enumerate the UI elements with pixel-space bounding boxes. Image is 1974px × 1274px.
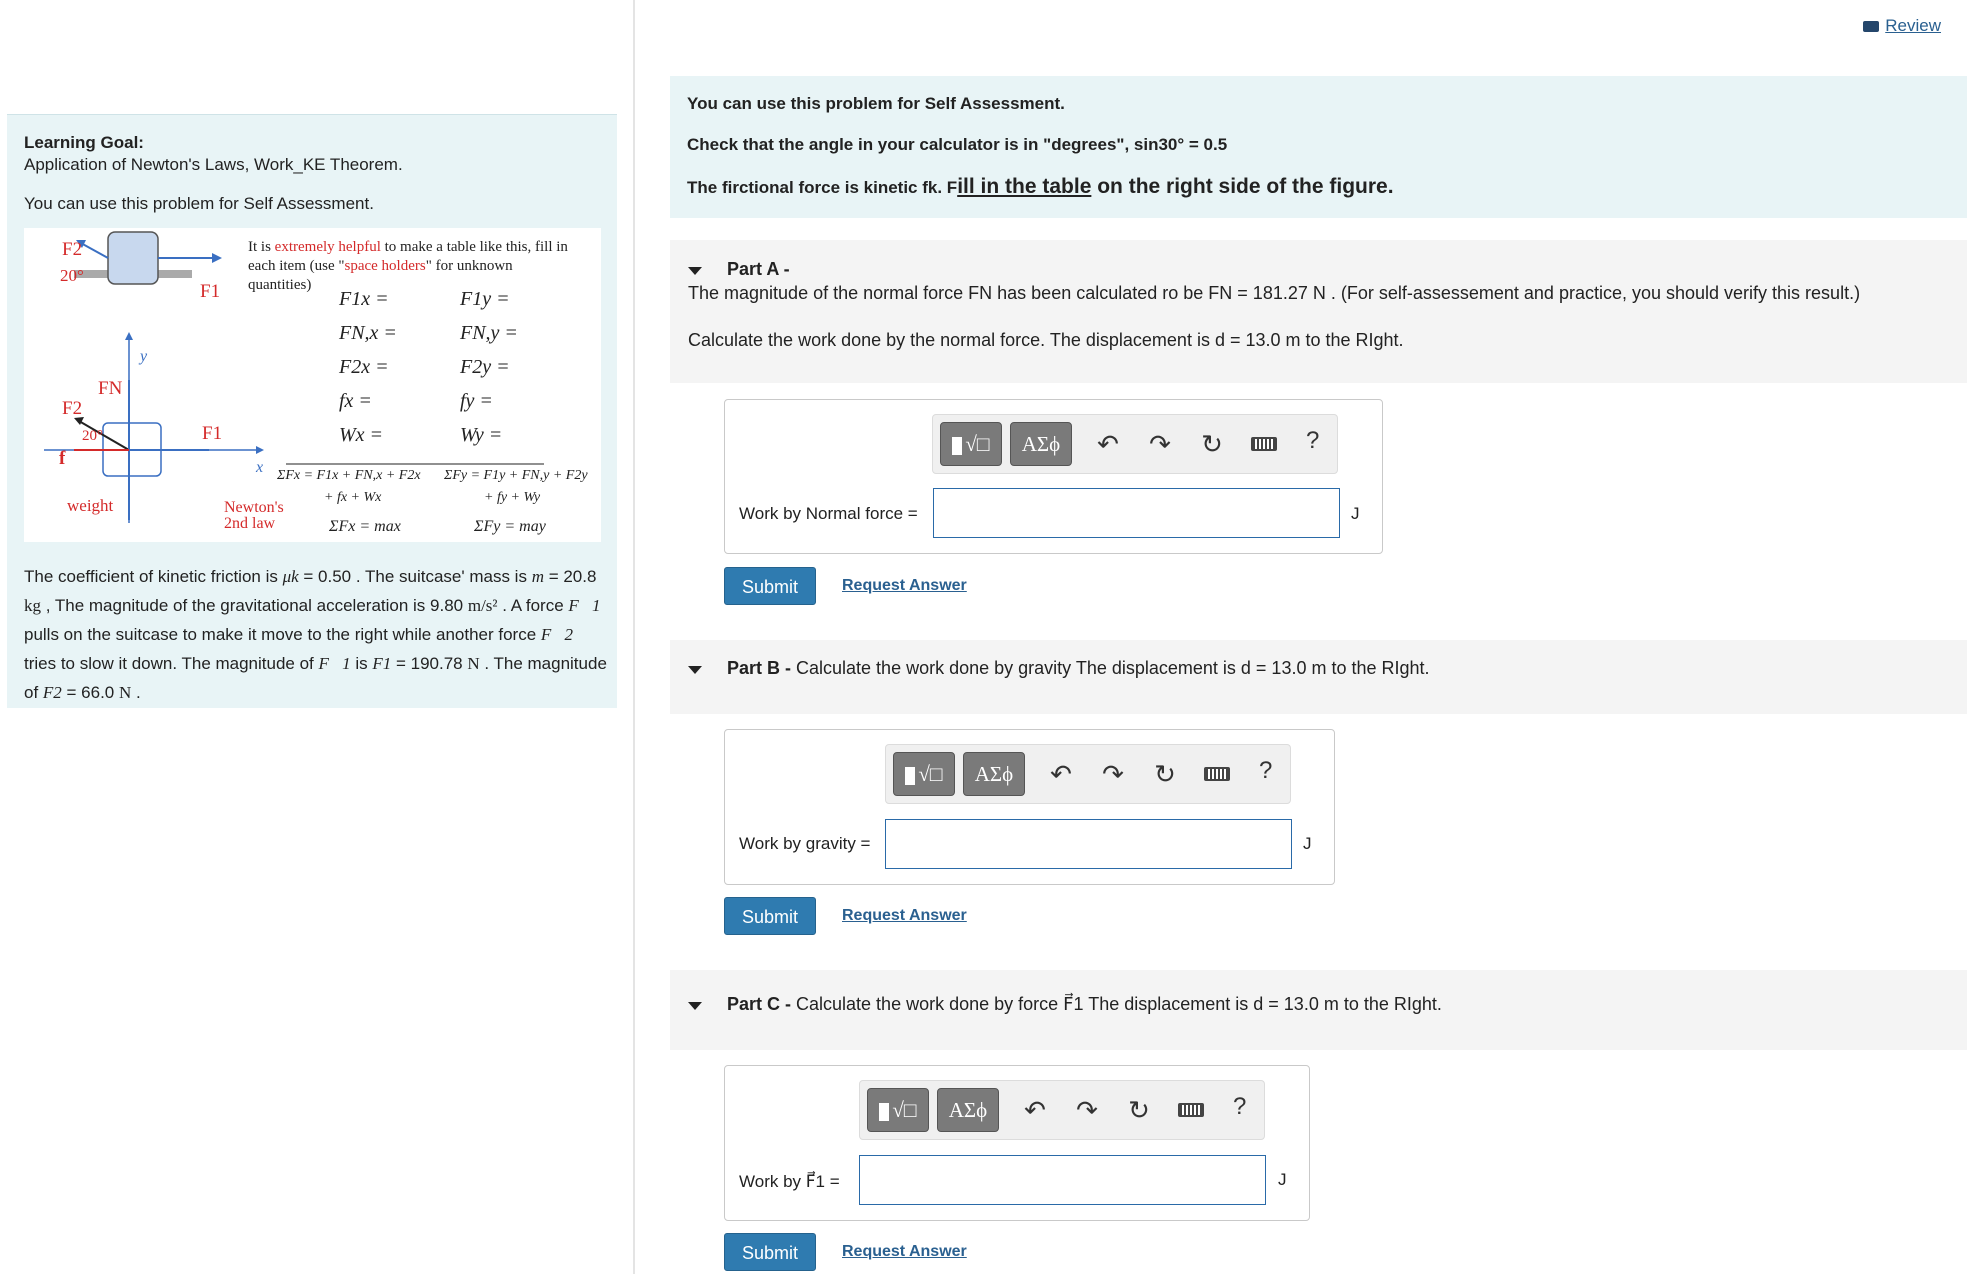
row-f1x: F1x =: [339, 288, 389, 310]
part-a-text2: Calculate the work done by the normal force. The displacement is d = 13.0 m to the RIght.: [688, 330, 1404, 350]
undo-icon[interactable]: ↶: [1050, 759, 1072, 789]
learning-goal-title: Learning Goal:: [24, 133, 144, 152]
row-fy: fy =: [460, 390, 493, 412]
sum-y-line2: + fy + Wy: [484, 490, 541, 505]
part-b-title: Part B - Calculate the work done by gravity The displacement is d = 13.0 m to the RIght.: [727, 658, 1430, 678]
part-b-unit: J: [1303, 834, 1312, 853]
label-angle-top: 20°: [60, 266, 84, 285]
instructions-line3: The firctional force is kinetic fk. Fill in the table on the right side of the figure.: [687, 175, 1394, 198]
row-f2x: F2x =: [339, 356, 389, 378]
keyboard-icon[interactable]: [1178, 1103, 1204, 1117]
undo-icon[interactable]: ↶: [1097, 429, 1119, 459]
instructions-line2: Check that the angle in your calculator is in "degrees", sin30° = 0.5: [687, 135, 1228, 154]
part-c-submit-button[interactable]: Submit: [724, 1233, 816, 1271]
ma-y: ΣFy = may: [474, 518, 546, 535]
figure-note: It is extremely helpful to make a table like this, fill in each item (use "space holders" for unknown quantities): [248, 239, 568, 293]
free-body-figure: [24, 228, 601, 542]
part-b-header: [670, 640, 1967, 714]
problem-description: The coefficient of kinetic friction is μk = 0.50 . The suitcase' mass is m = 20.8 kg , The magnitude of the gravitational acceleration is 9.80 m/s² . A force F⃗1 pulls on the suitcase to make it move to the right while another force F⃗2 tries to slow it down. The magnitude of F⃗1 is F1 = 190.78 N . The magnitude of F2 = 66.0 N .: [24, 567, 607, 702]
help-button[interactable]: ?: [1233, 1093, 1247, 1120]
learning-goal-text: Application of Newton's Laws, Work_KE Theorem.: [24, 155, 403, 174]
part-c-title: Part C - Calculate the work done by force F⃗1 The displacement is d = 13.0 m to the RIght.: [727, 994, 1442, 1014]
part-b-toolbar: [885, 744, 1291, 804]
part-a-title: Part A -: [727, 259, 790, 279]
label-f1-fbd: F1: [202, 423, 223, 444]
undo-icon[interactable]: ↶: [1024, 1095, 1046, 1125]
row-fnx: FN,x =: [339, 322, 397, 344]
row-f2y: F2y =: [460, 356, 510, 378]
panel-divider: [633, 0, 635, 1274]
label-angle-fbd: 20°: [82, 428, 103, 444]
part-b-request-answer-link[interactable]: Request Answer: [842, 907, 967, 924]
keyboard-icon[interactable]: [1251, 437, 1277, 451]
part-a-answer-label: Work by Normal force =: [739, 504, 918, 523]
collapse-part-a-icon[interactable]: [688, 267, 702, 275]
ma-x: ΣFx = max: [329, 518, 401, 535]
greek-symbols-button[interactable]: ΑΣϕ: [937, 1088, 999, 1132]
row-f1y: F1y =: [460, 288, 510, 310]
templates-icon[interactable]: √□: [940, 422, 1002, 466]
keyboard-icon[interactable]: [1204, 767, 1230, 781]
label-y-axis: y: [140, 348, 148, 365]
part-a-answer-input[interactable]: [933, 488, 1340, 538]
part-a-unit: J: [1351, 504, 1360, 523]
suitcase-top: [108, 232, 158, 284]
greek-symbols-button[interactable]: ΑΣϕ: [1010, 422, 1072, 466]
part-b-answer-box: [724, 729, 1335, 885]
self-assessment-note: You can use this problem for Self Assessment.: [24, 194, 374, 213]
label-f2-top: F2: [62, 239, 83, 260]
part-a-request-answer-link[interactable]: Request Answer: [842, 577, 967, 594]
review-label: Review: [1885, 16, 1941, 35]
label-fn: FN: [98, 378, 123, 399]
part-a-submit-button[interactable]: Submit: [724, 567, 816, 605]
part-c-request-answer-link[interactable]: Request Answer: [842, 1243, 967, 1260]
part-a-answer-box: [724, 399, 1383, 554]
sum-x-line2: + fx + Wx: [324, 490, 382, 505]
part-c-answer-input[interactable]: [859, 1155, 1266, 1205]
book-icon: [1863, 21, 1879, 32]
reset-icon[interactable]: ↻: [1128, 1095, 1150, 1125]
collapse-part-c-icon[interactable]: [688, 1002, 702, 1010]
instructions-box: [670, 76, 1967, 218]
label-weight: weight: [67, 496, 114, 515]
reset-icon[interactable]: ↻: [1201, 429, 1223, 459]
row-wx: Wx =: [339, 424, 384, 446]
row-fx: fx =: [339, 390, 372, 412]
learning-goal-panel: [7, 114, 617, 708]
part-c-header: [670, 970, 1967, 1050]
part-c-toolbar: [859, 1080, 1265, 1140]
label-f2-fbd: F2: [62, 398, 83, 419]
part-b-answer-input[interactable]: [885, 819, 1292, 869]
instructions-line1: You can use this problem for Self Assessment.: [687, 94, 1065, 113]
redo-icon[interactable]: ↷: [1076, 1095, 1098, 1125]
part-a-header: [670, 240, 1967, 383]
label-friction: f: [59, 448, 66, 469]
sum-y-line1: ΣFy = F1y + FN,y + F2y: [444, 468, 588, 483]
part-a-toolbar: [932, 414, 1338, 474]
label-x-axis: x: [256, 459, 264, 476]
redo-icon[interactable]: ↷: [1102, 759, 1124, 789]
newton-label: Newton's 2nd law: [224, 499, 284, 532]
row-fny: FN,y =: [460, 322, 518, 344]
sum-x-line1: ΣFx = F1x + FN,x + F2x: [277, 468, 421, 483]
part-c-unit: J: [1278, 1170, 1287, 1189]
templates-icon[interactable]: √□: [893, 752, 955, 796]
part-b-answer-label: Work by gravity =: [739, 834, 871, 853]
part-c-answer-label: Work by F⃗1 =: [739, 1172, 840, 1191]
part-b-submit-button[interactable]: Submit: [724, 897, 816, 935]
redo-icon[interactable]: ↷: [1149, 429, 1171, 459]
part-a-text1: The magnitude of the normal force FN has been calculated ro be FN = 181.27 N . (For self-assessement and practice, you should verify this result.): [688, 283, 1861, 303]
greek-symbols-button[interactable]: ΑΣϕ: [963, 752, 1025, 796]
part-c-answer-box: [724, 1065, 1310, 1221]
templates-icon[interactable]: √□: [867, 1088, 929, 1132]
collapse-part-b-icon[interactable]: [688, 666, 702, 674]
reset-icon[interactable]: ↻: [1154, 759, 1176, 789]
label-f1-top: F1: [200, 281, 221, 302]
review-link[interactable]: [1863, 16, 1941, 36]
help-button[interactable]: ?: [1259, 757, 1273, 784]
help-button[interactable]: ?: [1306, 427, 1320, 454]
row-wy: Wy =: [460, 424, 503, 446]
